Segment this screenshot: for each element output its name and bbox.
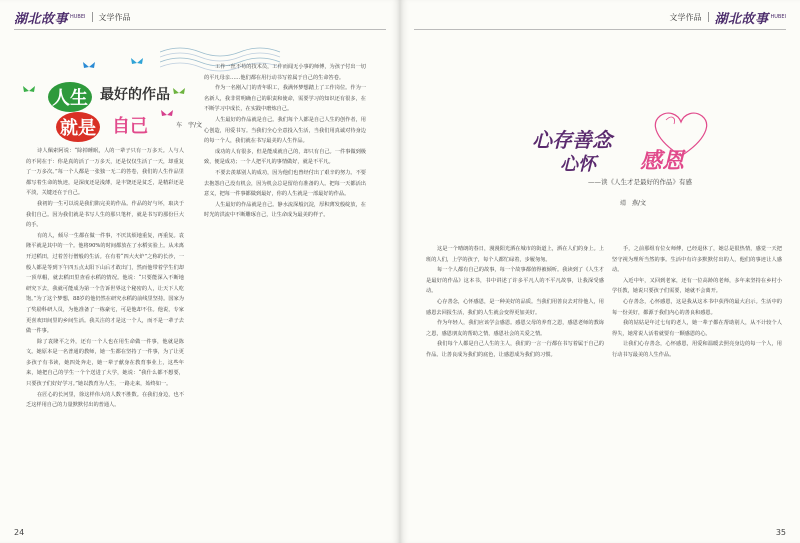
paragraph: 心存善念，心怀感恩，这是我从这本书中获得的最大启示。生活中的每一份美好，都源于我们内心的善良和感恩。 xyxy=(612,298,782,316)
magazine-logo: 湖北故事 xyxy=(714,11,769,27)
paragraph: 成功的人有很多，但是能成就自己的，却只有自己。一件事做到极致，便是成功；一个人把平凡的事情做好，就是不平凡。 xyxy=(204,148,366,166)
title-word-self: 自己 xyxy=(112,116,148,137)
paragraph: 每一个人都有自己的故事，每一个故事都值得被倾听。我读到了《人生才是最好的作品》这本书，书中讲述了许多平凡人的不平凡故事，让我深受感动。 xyxy=(426,267,604,295)
body-column-2 xyxy=(204,62,366,522)
paragraph: 手，之前那组有位女师傅，已经退休了，她总是很热情，感觉一天把坚守视为理所当然的事。生活中有许多默默付出的人，他们的事迹让人感动。 xyxy=(612,246,782,274)
paragraph: 我初的一生可以说是我们陷完美的作品。作品的好与坏，取决于我们自己。因为我们就是书写人生的那只笔杆，就是书写的那份巨大的手。 xyxy=(26,200,184,229)
paragraph: 我的姑姑是年过七旬的老人，她一辈子都在帮助别人，从不计较个人得失，她常说人活着就要有一颗感恩的心。 xyxy=(612,320,782,337)
paragraph: 工作一丝不苟的技术员，工作而闻无小事的师傅，为孩子付出一切的平凡母亲……他们都在用行动书写着属于自己的生命答卷。 xyxy=(204,64,366,81)
paragraph: 这是一个晴朗的春日，漫漫阳光洒在城市的街道上，洒在人们的身上。上班的人们，上学的孩子，每个人都忙碌着，步履匆匆。 xyxy=(426,246,604,263)
magazine-logo-sub: HUBEI xyxy=(770,13,786,20)
page-number: 24 xyxy=(14,528,25,537)
paragraph: 除了袁隆平之外，还有一个人也在用生命做一件事，他就是陈文。她原本是一名普通的教师，她一生都在坚持了一件事，为了让更多孩子有书读，她四处奔走，她一辈子献身在教育事业上，这些年来，她把自己的学生一个个送进了大学，她说：“我什么都不想要，只要孩子们好好学习。”她以教育为人生，一路走来，始终如一。 xyxy=(26,338,184,388)
paragraph: 有的人，倾尽一生都在做一件事，不厌其烦地重复，再重复。袁隆平就是其中的一个。他将90%的时间都放在了水稻实验上。从未离开过稻田，过着苦行僧般的生活。在有着“四大火炉”之称的长沙，一般人都是等到下午四五点太阳下山后才敢出门，然而他带着学生们却一顶草帽，就去稻田里查看水稻的情况。他说：“只要能深入不断地研究下去，我就可能成为第一个告诉世界这个秘密的人，让天下人吃饱。”为了这个梦想，88岁的他仍然在研究水稻的前线里坚持。国家为了奖励科研人员，为他准备了一栋豪宅，可是他却不住。他说，专家更喜欢田间里的乡间生活。我关注的才是这一个人，而不是一辈子去做一件事。 xyxy=(26,232,184,335)
paragraph: 在匠心的长河里，徐这样伟大的人数不胜数。在我们身边，也不乏这样用自己的力量默默付出的普通人。 xyxy=(26,391,184,409)
article-author: 靖 燕/文 xyxy=(620,200,647,207)
article-subtitle: ——读《人生才是最好的作品》有感 xyxy=(588,178,692,186)
article-author: 车 宇/文 xyxy=(176,122,203,129)
paragraph: 心存善念，心怀感恩，是一种美好的品质。当我们用善良去对待他人，用感恩去回报生活，我们的人生就会变得更加美好。 xyxy=(426,298,604,316)
page-number: 35 xyxy=(775,528,786,537)
left-page-header xyxy=(14,6,131,28)
header-separator xyxy=(92,12,93,22)
paragraph: 我们每个人都是自己人生的主人，我们的一言一行都在书写着属于自己的作品。让善良成为我们的底色，让感恩成为我们的习惯。 xyxy=(426,341,604,358)
title-line-2b: 感恩 xyxy=(640,149,685,174)
paragraph: 作为年轻人，我们应该学会感恩。感恩父母的养育之恩，感恩老师的教诲之恩，感恩朋友的帮助之情，感恩社会的关爱之情。 xyxy=(426,320,604,337)
article-title xyxy=(510,104,740,207)
header-rule xyxy=(14,29,386,30)
right-page-header xyxy=(670,6,787,28)
title-line-1: 心存善念 xyxy=(532,128,612,152)
paragraph: 作为一名刚入门的青年职工，我满怀梦想踏上了工作岗位。作为一名新人，我非常明确自己的职责和使命，需要学习的知识还有很多，在不断学习中成长，在实践中磨炼自己。 xyxy=(204,85,366,113)
magazine-logo: 湖北故事 xyxy=(14,11,69,27)
paragraph: 入近中年，又回到老家，还有一位高龄的老师，多年来坚持在乡村小学任教，她说只要孩子们需要，她就不会离开。 xyxy=(612,277,782,295)
paragraph: 人生最好的作品就是自己。我们每个人都是自己人生的创作者，用心创造，用爱书写。当我们全心全意投入生活，当我们用真诚对待身边的每一个人，我们就在书写最美的人生作品。 xyxy=(204,116,366,145)
body-column-1 xyxy=(426,244,604,522)
section-label: 文学作品 xyxy=(98,12,131,22)
body-column-1 xyxy=(26,146,184,522)
title-word-life: 人生 xyxy=(48,82,92,112)
header-separator xyxy=(708,12,709,22)
right-page xyxy=(400,0,800,543)
title-word-is: 就是 xyxy=(56,112,100,142)
paragraph: 诗人佩索阿说：“除掉睡眠，人的一辈子只有一万多天。人与人的不同在于：你是真的活了一万多天，还是仅仅生活了一天，却重复了一万多次。”每一个人都是一张独一无二的答卷，我们的人生作品里都写着生命的轨迹，是深度还是浅薄，是丰饶还是贫乏，是精彩还是平淡，关键还在于自己。 xyxy=(26,148,184,197)
paragraph: 不要去羡慕别人的成功，因为他们也曾经付出了艰辛的努力。不要去抱怨自己没有机会，因为机会总是留给有准备的人。把每一天都活出意义，把每一件事都做到最好，你的人生就是一部最好的作品。 xyxy=(204,169,366,198)
header-rule xyxy=(414,29,786,30)
paragraph: 让我们心存善念，心怀感恩，用爱和温暖去照亮身边的每一个人，用行动书写最美的人生作品。 xyxy=(612,341,782,358)
section-label: 文学作品 xyxy=(669,12,702,22)
article-title xyxy=(14,62,214,150)
magazine-logo-sub: HUBEI xyxy=(70,13,86,20)
title-line-2a: 心怀 xyxy=(560,154,596,175)
body-column-2 xyxy=(612,244,782,522)
paragraph: 人生最好的作品就是自己。静水流深般沉淀，厚积薄发般绽放，在时光的洪流中不断雕琢自己，让生命成为最美的样子。 xyxy=(204,201,366,219)
title-word-best-work: 最好的作品 xyxy=(100,87,170,103)
